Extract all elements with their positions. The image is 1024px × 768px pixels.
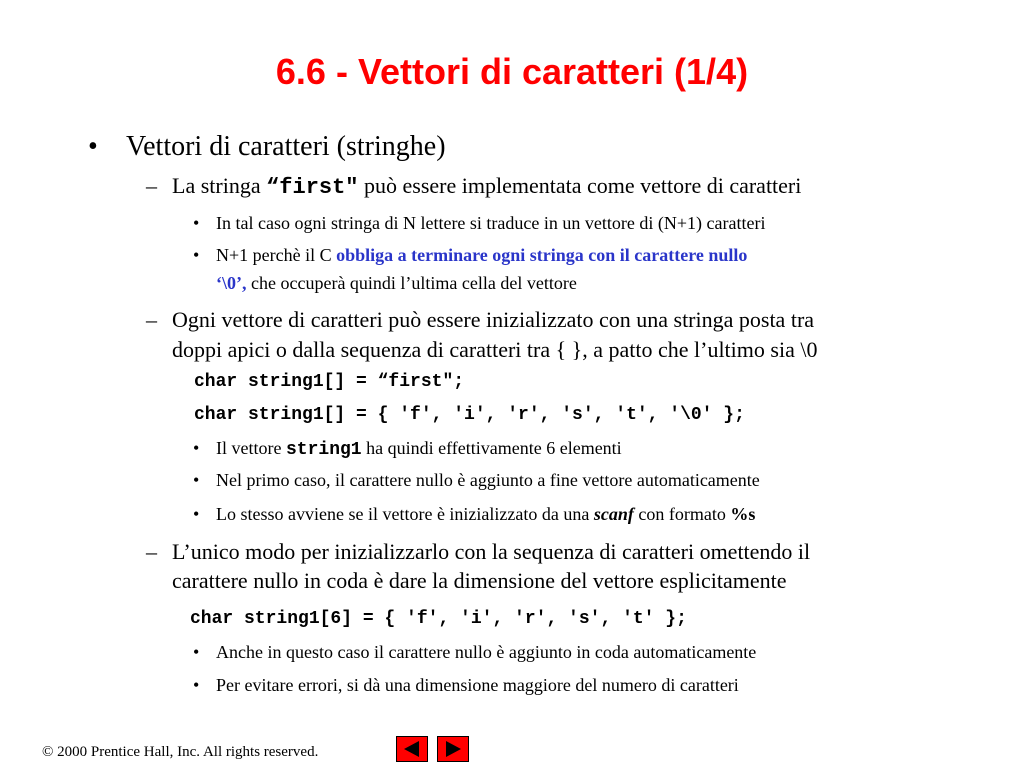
text: Lo stesso avviene se il vettore è inizializzato da una	[216, 504, 594, 524]
previous-slide-button[interactable]	[396, 736, 428, 762]
code-line-2: char string1[] = { 'f', 'i', 'r', 's', 't', '\0' };	[194, 405, 745, 425]
format-text: %s	[730, 504, 756, 524]
text: può essere implementata come vettore di caratteri	[358, 173, 802, 198]
detail-item-6: Anche in questo caso il carattere nullo è aggiunto in coda automaticamente	[216, 642, 757, 662]
detail-item-2-cont	[216, 271, 577, 295]
dot-marker: •	[193, 642, 200, 662]
dash-marker: –	[146, 173, 157, 198]
text: che occuperà quindi l’ultima cella del vettore	[246, 273, 577, 293]
code-inline: string1	[285, 440, 362, 460]
slide-title: 6.6 - Vettori di caratteri (1/4)	[275, 51, 749, 92]
code-line-1: char string1[] = “first";	[194, 372, 465, 392]
dot-marker: •	[193, 438, 200, 458]
dot-marker: •	[193, 470, 200, 490]
text: con formato	[633, 504, 731, 524]
detail-item-5	[216, 502, 755, 526]
next-slide-button[interactable]	[437, 736, 469, 762]
code-line-3: char string1[6] = { 'f', 'i', 'r', 's', 't' };	[190, 609, 687, 629]
sub-item-3-line2: carattere nullo in coda è dare la dimensione del vettore esplicitamente	[172, 568, 787, 593]
dot-marker: •	[193, 245, 200, 265]
highlight-text: obbliga a terminare ogni stringa con il carattere nullo	[336, 245, 748, 265]
bullet-marker: •	[88, 131, 98, 162]
text: La stringa	[172, 173, 267, 198]
sub-item-3-line1: L’unico modo per inizializzarlo con la sequenza di caratteri omettendo il	[172, 539, 811, 564]
text: ha quindi effettivamente 6 elementi	[361, 438, 622, 458]
detail-item-3	[216, 436, 622, 462]
copyright-footer: © 2000 Prentice Hall, Inc. All rights reserved.	[42, 744, 319, 760]
code-inline: “first"	[266, 175, 359, 200]
dot-marker: •	[193, 213, 200, 233]
detail-item-2	[216, 243, 747, 267]
dot-marker: •	[193, 675, 200, 695]
detail-item-1: In tal caso ogni stringa di N lettere si traduce in un vettore di (N+1) caratteri	[216, 213, 766, 233]
scanf-text: scanf	[593, 504, 634, 524]
text: Il vettore	[216, 438, 286, 458]
detail-item-7: Per evitare errori, si dà una dimensione maggiore del numero di caratteri	[216, 675, 739, 695]
detail-item-4: Nel primo caso, il carattere nullo è aggiunto a fine vettore automaticamente	[216, 470, 760, 490]
dot-marker: •	[193, 504, 200, 524]
right-arrow-icon	[438, 737, 468, 761]
sub-item-2-line2: doppi apici o dalla sequenza di caratteri tra { }, a patto che l’ultimo sia \0	[172, 337, 818, 362]
bullet-main: Vettori di caratteri (stringhe)	[126, 131, 446, 162]
sub-item-1	[172, 172, 801, 202]
dash-marker: –	[146, 307, 157, 332]
highlight-text: ‘\0’,	[216, 273, 247, 293]
text: N+1 perchè il C	[216, 245, 337, 265]
dash-marker: –	[146, 539, 157, 564]
sub-item-2-line1: Ogni vettore di caratteri può essere inizializzato con una stringa posta tra	[172, 307, 815, 332]
left-arrow-icon	[397, 737, 427, 761]
